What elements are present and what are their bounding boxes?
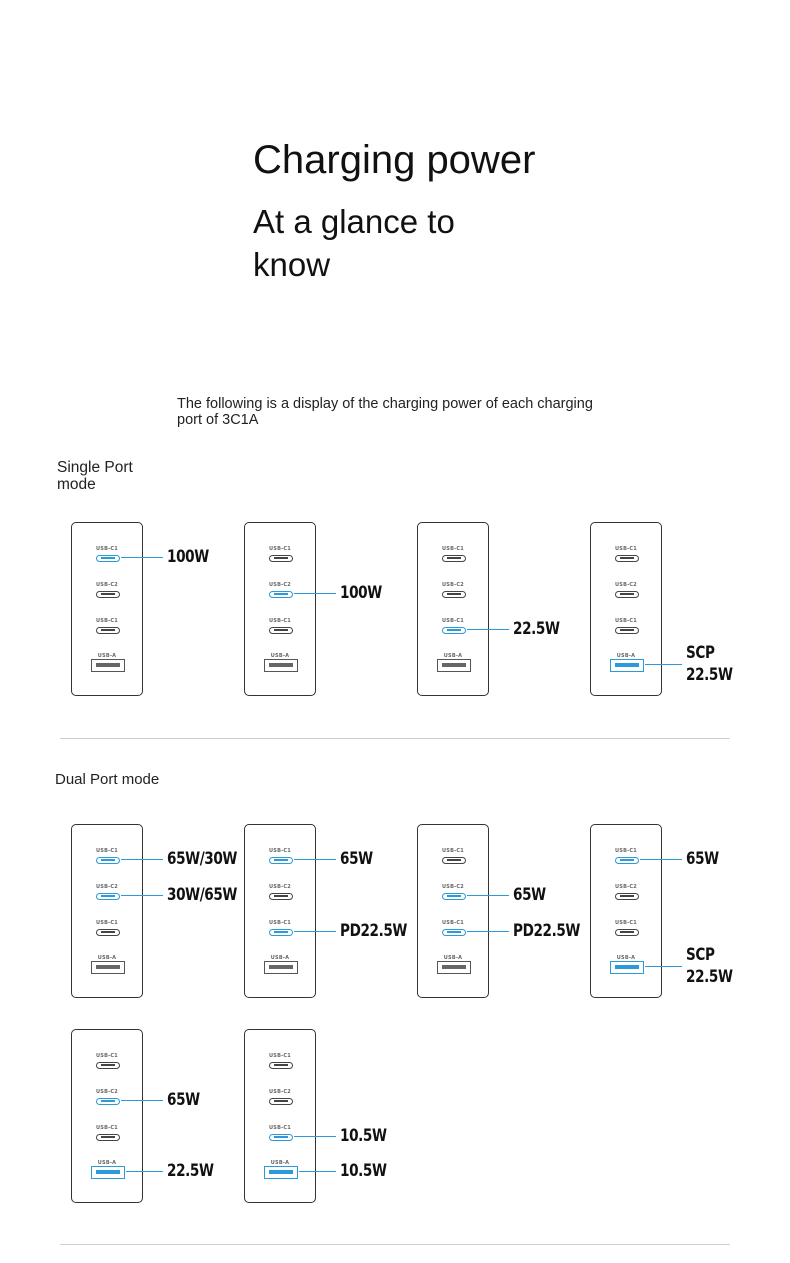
port-label-c2: USB-C2 [269, 582, 291, 588]
leader-line [126, 1171, 163, 1172]
power-output-c1: 65W [686, 848, 719, 869]
usb-c-port-icon [615, 627, 639, 634]
port-label-a: USB-A [270, 955, 290, 961]
dual-port-mode-label: Dual Port mode [55, 771, 160, 788]
leader-line [467, 629, 509, 630]
power-output-a-protocol: SCP [686, 643, 715, 663]
leader-line [121, 895, 163, 896]
port-label-c1: USB-C1 [96, 1053, 118, 1059]
leader-line [645, 966, 682, 967]
leader-line [294, 931, 336, 932]
power-output-a-protocol: SCP [686, 945, 715, 965]
power-output-c1: 65W [340, 848, 373, 869]
port-label-c2: USB-C2 [269, 884, 291, 890]
leader-line [121, 1100, 163, 1101]
power-output-c2: 100W [340, 582, 382, 603]
usb-c-port-icon [269, 555, 293, 562]
port-label-c3: USB-C1 [96, 618, 118, 624]
usb-a-port-icon [91, 961, 125, 974]
power-output-c1: 65W/30W [167, 848, 238, 869]
usb-c-port-icon [269, 1062, 293, 1069]
usb-c-port-icon [269, 1098, 293, 1105]
usb-c-port-icon [96, 1134, 120, 1141]
usb-a-port-icon [610, 659, 644, 672]
power-output-c1: 100W [167, 546, 209, 567]
port-label-c2: USB-C2 [96, 1089, 118, 1095]
charger-single-port-2 [244, 522, 316, 696]
usb-a-port-icon [264, 961, 298, 974]
port-label-c3: USB-C1 [96, 1125, 118, 1131]
charger-single-port-4 [590, 522, 662, 696]
usb-c-port-icon [615, 929, 639, 936]
port-label-a: USB-A [443, 653, 463, 659]
usb-c-port-icon [269, 591, 293, 598]
port-label-c2: USB-C2 [96, 884, 118, 890]
usb-c-port-icon [442, 591, 466, 598]
section-divider [60, 738, 730, 739]
power-output-c2: 65W [167, 1089, 200, 1110]
power-output-a: 22.5W [167, 1160, 214, 1181]
usb-a-port-icon [264, 1166, 298, 1179]
charger-single-port-1 [71, 522, 143, 696]
port-label-c1: USB-C1 [442, 848, 464, 854]
power-output-c2: 65W [513, 884, 546, 905]
power-output-c2: 30W/65W [167, 884, 238, 905]
charger-dual-port-3 [417, 824, 489, 998]
port-label-c3: USB-C1 [442, 920, 464, 926]
usb-a-port-icon [610, 961, 644, 974]
intro-text: The following is a display of the charging power of each charging port of 3C1A [177, 396, 593, 428]
charger-dual-port-5 [71, 1029, 143, 1203]
power-output-a: 10.5W [340, 1160, 387, 1181]
port-label-c2: USB-C2 [615, 884, 637, 890]
usb-a-port-icon [91, 659, 125, 672]
usb-a-port-icon [437, 961, 471, 974]
port-label-c2: USB-C2 [269, 1089, 291, 1095]
usb-c-port-icon [442, 555, 466, 562]
page-subtitle: At a glance to know [253, 203, 455, 283]
single-port-mode-label: Single Port mode [57, 459, 133, 493]
usb-c-port-icon [96, 591, 120, 598]
leader-line [121, 859, 163, 860]
charger-dual-port-1 [71, 824, 143, 998]
usb-c-port-icon [442, 893, 466, 900]
port-label-c2: USB-C2 [96, 582, 118, 588]
port-label-c2: USB-C2 [442, 582, 464, 588]
port-label-c3: USB-C1 [615, 920, 637, 926]
leader-line [121, 557, 163, 558]
port-label-c3: USB-C1 [269, 920, 291, 926]
power-output-c3: PD22.5W [340, 920, 408, 941]
port-label-c1: USB-C1 [269, 546, 291, 552]
port-label-a: USB-A [270, 653, 290, 659]
power-output-c3: 10.5W [340, 1125, 387, 1146]
usb-c-port-icon [269, 929, 293, 936]
port-label-a: USB-A [97, 955, 117, 961]
port-label-c3: USB-C1 [615, 618, 637, 624]
port-label-c1: USB-C1 [615, 848, 637, 854]
port-label-c3: USB-C1 [442, 618, 464, 624]
usb-a-port-icon [91, 1166, 125, 1179]
port-label-c1: USB-C1 [269, 1053, 291, 1059]
leader-line [294, 859, 336, 860]
usb-c-port-icon [96, 893, 120, 900]
usb-c-port-icon [96, 1062, 120, 1069]
leader-line [640, 859, 682, 860]
port-label-c3: USB-C1 [269, 618, 291, 624]
power-output-a: 22.5W [686, 967, 733, 987]
leader-line [467, 895, 509, 896]
usb-c-port-icon [269, 627, 293, 634]
usb-c-port-icon [615, 857, 639, 864]
power-output-a: 22.5W [686, 665, 733, 685]
port-label-c1: USB-C1 [442, 546, 464, 552]
usb-c-port-icon [96, 627, 120, 634]
port-label-a: USB-A [616, 955, 636, 961]
usb-c-port-icon [269, 857, 293, 864]
port-label-c1: USB-C1 [96, 546, 118, 552]
usb-c-port-icon [615, 893, 639, 900]
usb-a-port-icon [264, 659, 298, 672]
usb-c-port-icon [96, 1098, 120, 1105]
leader-line [299, 1171, 336, 1172]
usb-c-port-icon [96, 857, 120, 864]
usb-c-port-icon [615, 555, 639, 562]
usb-c-port-icon [442, 627, 466, 634]
port-label-c2: USB-C2 [615, 582, 637, 588]
port-label-a: USB-A [97, 1160, 117, 1166]
usb-c-port-icon [615, 591, 639, 598]
usb-c-port-icon [96, 555, 120, 562]
leader-line [294, 1136, 336, 1137]
leader-line [294, 593, 336, 594]
leader-line [467, 931, 509, 932]
section-divider [60, 1244, 730, 1245]
power-output-c3: 22.5W [513, 618, 560, 639]
port-label-c1: USB-C1 [269, 848, 291, 854]
port-label-a: USB-A [97, 653, 117, 659]
port-label-c3: USB-C1 [269, 1125, 291, 1131]
port-label-a: USB-A [270, 1160, 290, 1166]
port-label-c1: USB-C1 [615, 546, 637, 552]
port-label-c1: USB-C1 [96, 848, 118, 854]
port-label-c2: USB-C2 [442, 884, 464, 890]
charger-dual-port-2 [244, 824, 316, 998]
charger-dual-port-6 [244, 1029, 316, 1203]
port-label-a: USB-A [443, 955, 463, 961]
usb-c-port-icon [269, 893, 293, 900]
charger-single-port-3 [417, 522, 489, 696]
charger-dual-port-4 [590, 824, 662, 998]
usb-c-port-icon [269, 1134, 293, 1141]
page-title: Charging power [253, 138, 536, 182]
power-output-c3: PD22.5W [513, 920, 581, 941]
port-label-a: USB-A [616, 653, 636, 659]
usb-c-port-icon [442, 929, 466, 936]
leader-line [645, 664, 682, 665]
usb-c-port-icon [442, 857, 466, 864]
usb-c-port-icon [96, 929, 120, 936]
usb-a-port-icon [437, 659, 471, 672]
port-label-c3: USB-C1 [96, 920, 118, 926]
